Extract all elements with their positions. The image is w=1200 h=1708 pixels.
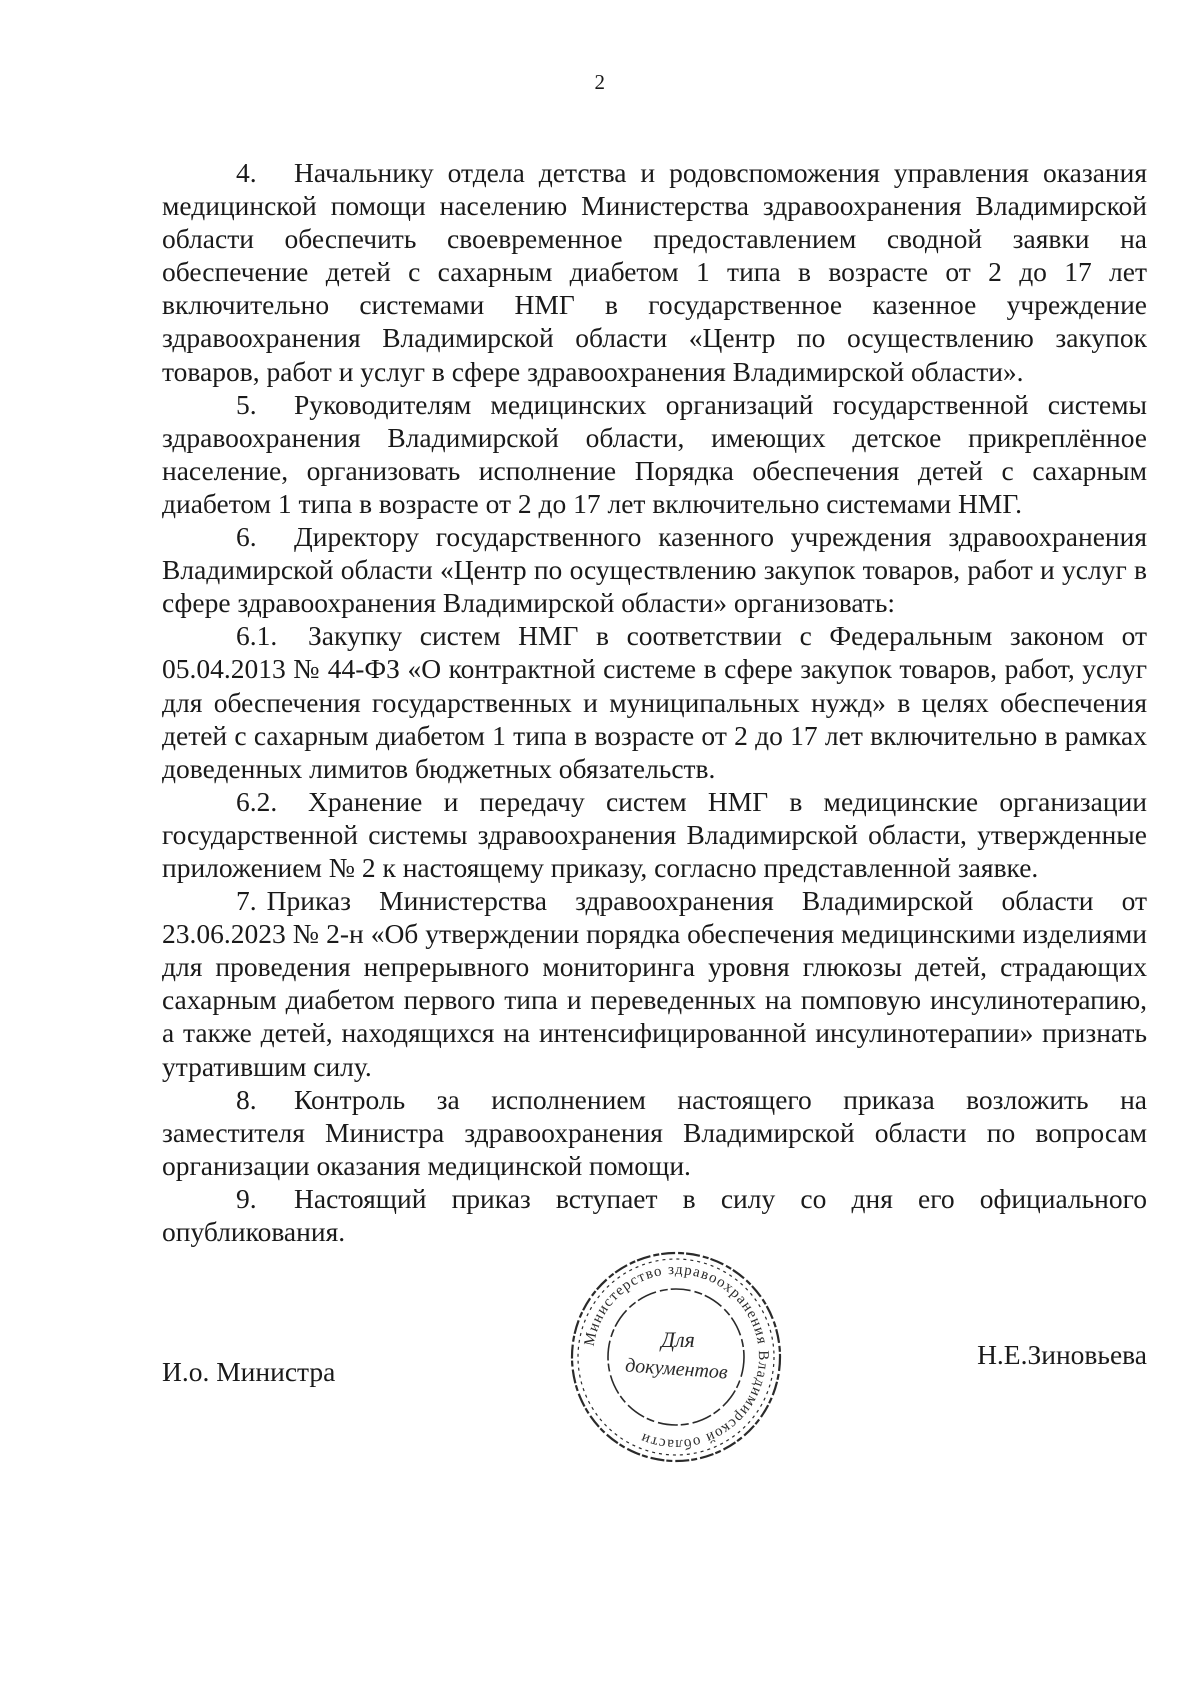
stamp-outer-text bbox=[582, 1262, 771, 1452]
paragraph-text: Закупку систем НМГ в соответствии с Федеральным законом от 05.04.2013 № 44-ФЗ «О контрактной системе в сфере закупок товаров, работ, услуг для обеспечения государственных и муниципальных нужд» в целях обеспечения детей с сахарным диабетом 1 типа в возрасте от 2 до 17 лет включительно в рамках доведенных лимитов бюджетных обязательств. bbox=[162, 620, 1147, 784]
stamp-outer-textpath: Министерство здравоохранения Владимирской области bbox=[581, 1261, 772, 1453]
page-number: 2 bbox=[594, 70, 606, 94]
paragraph-text: Настоящий приказ вступает в силу со дня его официального опубликования. bbox=[162, 1182, 1147, 1247]
paragraph-4 bbox=[162, 156, 1147, 388]
paragraph-number: 6.1. bbox=[236, 620, 278, 652]
paragraph-text: Хранение и передачу систем НМГ в медицинские организации государственной системы здравоохранения Владимирской области, утвержденные приложением № 2 к настоящему приказу, согласно представленной заявке. bbox=[162, 785, 1147, 883]
paragraph-6-1 bbox=[162, 619, 1147, 784]
paragraph-7 bbox=[162, 884, 1147, 1083]
paragraph-text: Директору государственного казенного учреждения здравоохранения Владимирской области «Центр по осуществлению закупок товаров, работ и услуг в сфере здравоохранения Владимирской области» организовать: bbox=[162, 521, 1147, 619]
paragraph-6-2 bbox=[162, 785, 1147, 884]
paragraph-number: 7. bbox=[236, 885, 257, 917]
document-body bbox=[162, 156, 1147, 1248]
paragraph-number: 5. bbox=[236, 388, 257, 420]
stamp-inner-line-1: Для bbox=[661, 1327, 695, 1352]
paragraph-text: Руководителям медицинских организаций государственной системы здравоохранения Владимирской области, имеющих детское прикреплённое население, организовать исполнение Порядка обеспечения детей с сахарным диабетом 1 типа в возрасте от 2 до 17 лет включительно системами НМГ. bbox=[162, 388, 1147, 519]
official-stamp-icon bbox=[566, 1247, 786, 1467]
paragraph-6 bbox=[162, 520, 1147, 619]
paragraph-8 bbox=[162, 1083, 1147, 1182]
paragraph-number: 8. bbox=[236, 1083, 257, 1115]
signatory-position: И.о. Министра bbox=[162, 1356, 336, 1387]
paragraph-text: Контроль за исполнением настоящего приказа возложить на заместителя Министра здравоохранения Владимирской области по вопросам организации оказания медицинской помощи. bbox=[162, 1083, 1147, 1181]
paragraph-number: 4. bbox=[236, 157, 257, 188]
paragraph-text: Приказ Министерства здравоохранения Владимирской области от 23.06.2023 № 2-н «Об утверждении порядка обеспечения медицинскими изделиями для проведения непрерывного мониторинга уровня глюкозы детей, страдающих сахарным диабетом первого типа и переведенных на помповую инсулинотерапию, а также детей, находящихся на интенсифицированной инсулинотерапии» признать утратившим силу. bbox=[162, 885, 1147, 1082]
paragraph-text: Начальнику отдела детства и родовспоможения управления оказания медицинской помощи населению Министерства здравоохранения Владимирской области обеспечить своевременное предоставлением сводной заявки на обеспечение детей с сахарным диабетом 1 типа в возрасте от 2 до 17 лет включительно системами НМГ в государственное казенное учреждение здравоохранения Владимирской области «Центр по осуществлению закупок товаров, работ и услуг в сфере здравоохранения Владимирской области». bbox=[162, 157, 1147, 387]
paragraph-9 bbox=[162, 1182, 1147, 1248]
paragraph-number: 9. bbox=[236, 1182, 257, 1214]
paragraph-number: 6.2. bbox=[236, 785, 278, 817]
signatory-name: Н.Е.Зиновьева bbox=[977, 1339, 1147, 1370]
paragraph-number: 6. bbox=[236, 521, 257, 553]
paragraph-5 bbox=[162, 388, 1147, 520]
stamp-inner-line-2: документов bbox=[624, 1354, 729, 1384]
